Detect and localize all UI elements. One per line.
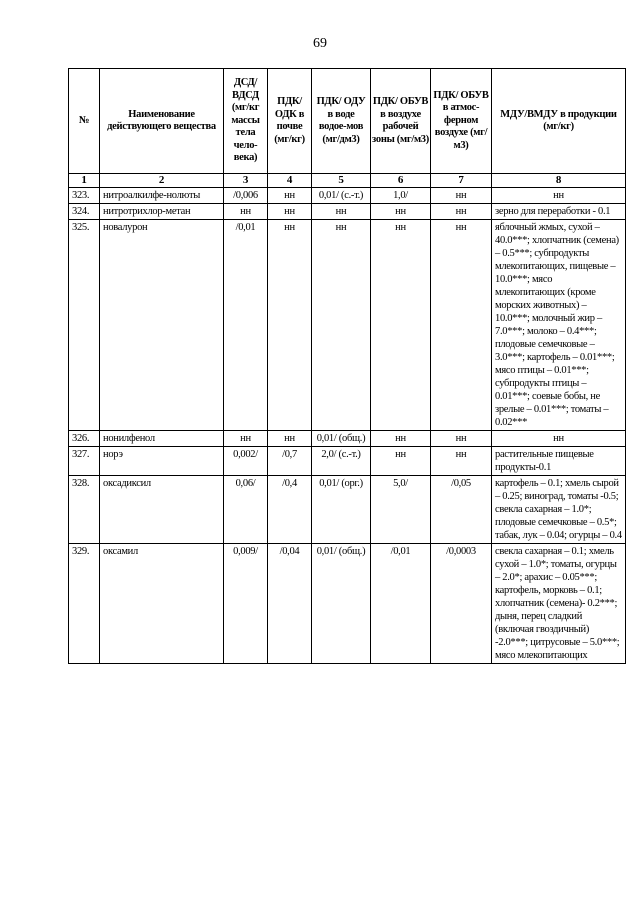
row-number: 325.: [69, 220, 100, 431]
water-value: 0,01/ (общ.): [312, 544, 371, 664]
table-row: [69, 544, 626, 664]
water-value: 0,01/ (с.-т.): [312, 188, 371, 204]
substance-name: нитроалкилфе-нолюты: [100, 188, 224, 204]
substance-name: оксадиксил: [100, 476, 224, 544]
substance-name: норэ: [100, 447, 224, 476]
soil-value: нн: [268, 220, 312, 431]
table-row: [69, 204, 626, 220]
mdu-value: свекла сахарная – 0.1; хмель сухой – 1.0*; томаты, огурцы – 2.0*; арахис – 0.05***; картофель, морковь – 0.1; хлопчатник (семена)- 0.2***; дыня, перец сладкий (включая гвоздичный) -2.0***; цитрусовые – 5.0***; мясо млекопитающих: [492, 544, 626, 664]
dsd-value: 0,009/: [224, 544, 268, 664]
dsd-value: нн: [224, 431, 268, 447]
row-number: 326.: [69, 431, 100, 447]
table-row: [69, 476, 626, 544]
soil-value: нн: [268, 431, 312, 447]
table-row: [69, 447, 626, 476]
header-pdk-soil: ПДК/ ОДК в почве (мг/кг): [268, 69, 312, 174]
soil-value: нн: [268, 188, 312, 204]
substance-name: оксамил: [100, 544, 224, 664]
water-value: нн: [312, 220, 371, 431]
header-pdk-work-air: ПДК/ ОБУВ в воздухе рабочей зоны (мг/м3): [371, 69, 431, 174]
water-value: 2,0/ (с.-т.): [312, 447, 371, 476]
atm-air-value: нн: [431, 220, 492, 431]
row-number: 327.: [69, 447, 100, 476]
atm-air-value: /0,05: [431, 476, 492, 544]
soil-value: нн: [268, 204, 312, 220]
atm-air-value: нн: [431, 204, 492, 220]
column-number: 3: [224, 174, 268, 188]
column-number: 2: [100, 174, 224, 188]
atm-air-value: нн: [431, 431, 492, 447]
header-number: №: [69, 69, 100, 174]
mdu-value: нн: [492, 431, 626, 447]
soil-value: /0,7: [268, 447, 312, 476]
column-number-row: [69, 174, 626, 188]
mdu-value: нн: [492, 188, 626, 204]
soil-value: /0,4: [268, 476, 312, 544]
table-row: [69, 431, 626, 447]
header-substance-name: Наименование действующего вещества: [100, 69, 224, 174]
substance-name: нитротрихлор-метан: [100, 204, 224, 220]
atm-air-value: нн: [431, 447, 492, 476]
column-number: 6: [371, 174, 431, 188]
work-air-value: 5,0/: [371, 476, 431, 544]
dsd-value: /0,01: [224, 220, 268, 431]
mdu-value: растительные пищевые продукты-0.1: [492, 447, 626, 476]
table-row: [69, 188, 626, 204]
atm-air-value: нн: [431, 188, 492, 204]
work-air-value: нн: [371, 220, 431, 431]
substance-name: новалурон: [100, 220, 224, 431]
work-air-value: нн: [371, 204, 431, 220]
dsd-value: нн: [224, 204, 268, 220]
work-air-value: нн: [371, 447, 431, 476]
water-value: нн: [312, 204, 371, 220]
row-number: 324.: [69, 204, 100, 220]
dsd-value: 0,06/: [224, 476, 268, 544]
substance-name: нонилфенол: [100, 431, 224, 447]
header-pdk-water: ПДК/ ОДУ в воде водое-мов (мг/дм3): [312, 69, 371, 174]
work-air-value: /0,01: [371, 544, 431, 664]
row-number: 329.: [69, 544, 100, 664]
table-header-row: [69, 69, 626, 174]
table-row: [69, 220, 626, 431]
page-number: 69: [313, 36, 327, 51]
header-pdk-atm-air: ПДК/ ОБУВ в атмос-ферном воздухе (мг/м3): [431, 69, 492, 174]
atm-air-value: /0,0003: [431, 544, 492, 664]
regulations-table: [68, 68, 626, 664]
column-number: 7: [431, 174, 492, 188]
work-air-value: 1,0/: [371, 188, 431, 204]
work-air-value: нн: [371, 431, 431, 447]
column-number: 8: [492, 174, 626, 188]
column-number: 4: [268, 174, 312, 188]
mdu-value: яблочный жмых, сухой – 40.0***; хлопчатник (семена) – 0.5***; субпродукты млекопитающих, пищевые – 10.0***; мясо млекопитающих (кроме морских животных) – 10.0***; молочный жир – 7.0***; молоко – 0.4***; плодовые семечковые – 3.0***; картофель – 0.01***; мясо птицы – 0.01***; субпродукты птицы – 0.01***; соевые бобы, не зрелые – 0.01***; томаты – 0.02***: [492, 220, 626, 431]
column-number: 1: [69, 174, 100, 188]
dsd-value: /0,006: [224, 188, 268, 204]
mdu-value: картофель – 0.1; хмель сырой – 0.25; виноград, томаты -0.5; свекла сахарная – 1.0*; плодовые семечковые – 0.5*; табак, лук – 0.04; огурцы – 0.4: [492, 476, 626, 544]
mdu-value: зерно для переработки - 0.1: [492, 204, 626, 220]
row-number: 323.: [69, 188, 100, 204]
header-mdu: МДУ/ВМДУ в продукции (мг/кг): [492, 69, 626, 174]
row-number: 328.: [69, 476, 100, 544]
water-value: 0,01/ (общ.): [312, 431, 371, 447]
soil-value: /0,04: [268, 544, 312, 664]
header-dsd: ДСД/ ВДСД (мг/кг массы тела чело-века): [224, 69, 268, 174]
water-value: 0,01/ (орг.): [312, 476, 371, 544]
column-number: 5: [312, 174, 371, 188]
dsd-value: 0,002/: [224, 447, 268, 476]
